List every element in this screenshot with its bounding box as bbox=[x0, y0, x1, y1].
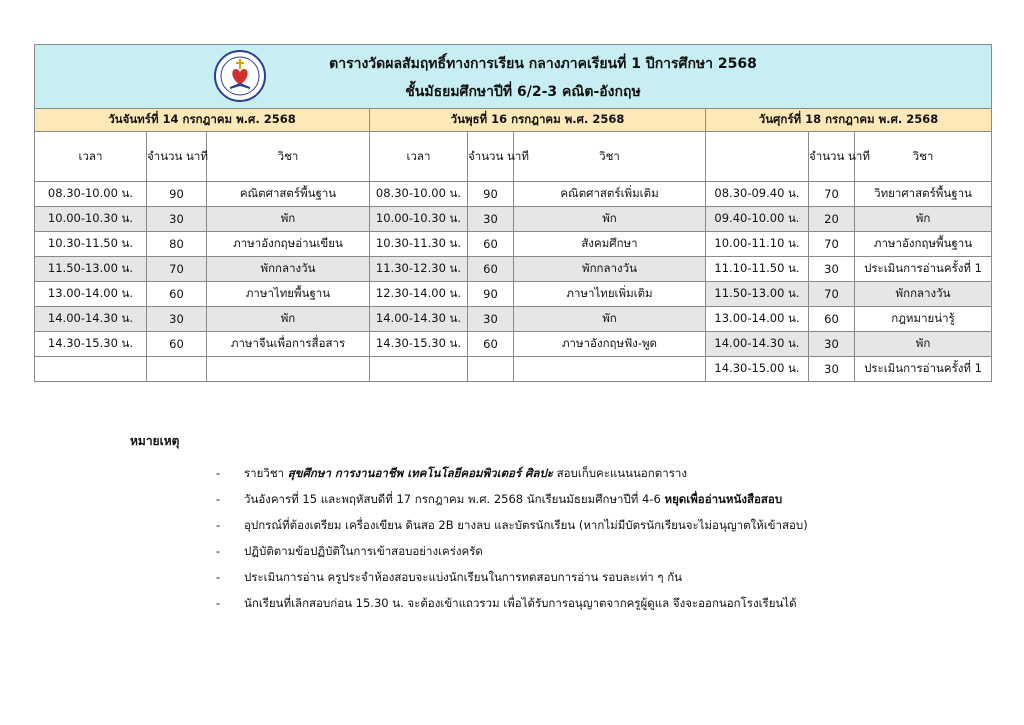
note-text: วันอังคารที่ 15 และพฤหัสบดีที่ 17 กรกฎาคม พ.ศ. 2568 นักเรียนมัธยมศึกษาปีที่ 4-6 bbox=[244, 492, 661, 506]
cell: 12.30-14.00 น. bbox=[370, 282, 468, 307]
table-row bbox=[35, 207, 992, 232]
cell: 13.00-14.00 น. bbox=[35, 282, 147, 307]
notes-title: หมายเหตุ bbox=[130, 434, 180, 448]
cell: 30 bbox=[147, 307, 207, 332]
title-line-2: ชั้นมัธยมศึกษาปีที่ 6/2-3 คณิต-อังกฤษ bbox=[405, 84, 641, 100]
cell: 10.00-11.10 น. bbox=[706, 232, 809, 257]
cell: 08.30-10.00 น. bbox=[370, 182, 468, 207]
cell: ภาษาอังกฤษฟัง-พูด bbox=[514, 332, 706, 357]
note-item bbox=[130, 538, 990, 564]
cell: 80 bbox=[147, 232, 207, 257]
title-banner bbox=[35, 45, 992, 109]
cell: พัก bbox=[514, 207, 706, 232]
note-item bbox=[130, 564, 990, 590]
note-text: อุปกรณ์ที่ต้องเตรียม เครื่องเขียน ดินสอ 2B ยางลบ และบัตรนักเรียน (หากไม่มีบัตรนักเรียนจะไม่อนุญาตให้เข้าสอบ) bbox=[244, 518, 808, 532]
cell: 10.30-11.50 น. bbox=[35, 232, 147, 257]
table-row bbox=[35, 232, 992, 257]
cell: ภาษาไทยพื้นฐาน bbox=[207, 282, 370, 307]
cell: พัก bbox=[514, 307, 706, 332]
note-text: ประเมินการอ่าน ครูประจำห้องสอบจะแบ่งนักเรียนในการทดสอบการอ่าน รอบละเท่า ๆ กัน bbox=[244, 570, 683, 584]
title-line-1: ตารางวัดผลสัมฤทธิ์ทางการเรียน กลางภาคเรียนที่ 1 ปีการศึกษา 2568 bbox=[329, 56, 757, 72]
cell: 70 bbox=[809, 232, 855, 257]
cell: สังคมศึกษา bbox=[514, 232, 706, 257]
cell: ประเมินการอ่านครั้งที่ 1 bbox=[855, 257, 992, 282]
cell: 30 bbox=[809, 357, 855, 382]
cell: 30 bbox=[809, 257, 855, 282]
cell: วิทยาศาสตร์พื้นฐาน bbox=[855, 182, 992, 207]
cell: 70 bbox=[147, 257, 207, 282]
cell: พักกลางวัน bbox=[207, 257, 370, 282]
notes-section bbox=[130, 432, 990, 616]
cell bbox=[35, 357, 147, 382]
bullet-dash: - bbox=[216, 466, 221, 480]
col-subject: วิชา bbox=[207, 132, 370, 182]
note-item bbox=[130, 512, 990, 538]
table-row bbox=[35, 257, 992, 282]
cell: 11.50-13.00 น. bbox=[706, 282, 809, 307]
day-header-monday: วันจันทร์ที่ 14 กรกฎาคม พ.ศ. 2568 bbox=[35, 109, 370, 132]
day-header-friday: วันศุกร์ที่ 18 กรกฎาคม พ.ศ. 2568 bbox=[706, 109, 992, 132]
cell: 30 bbox=[147, 207, 207, 232]
cell: 30 bbox=[468, 307, 514, 332]
bullet-dash: - bbox=[216, 518, 221, 532]
cell: 11.50-13.00 น. bbox=[35, 257, 147, 282]
bullet-dash: - bbox=[216, 492, 221, 506]
cell: 10.30-11.30 น. bbox=[370, 232, 468, 257]
cell bbox=[468, 357, 514, 382]
cell: 60 bbox=[468, 257, 514, 282]
cell: 70 bbox=[809, 282, 855, 307]
cell: 20 bbox=[809, 207, 855, 232]
cell: 08.30-10.00 น. bbox=[35, 182, 147, 207]
cell: 70 bbox=[809, 182, 855, 207]
cell: 10.00-10.30 น. bbox=[370, 207, 468, 232]
cell: 60 bbox=[147, 332, 207, 357]
bullet-dash: - bbox=[216, 596, 221, 610]
cell: พัก bbox=[855, 207, 992, 232]
cell: พักกลางวัน bbox=[514, 257, 706, 282]
cell: ภาษาจีนเพื่อการสื่อสาร bbox=[207, 332, 370, 357]
col-minutes: จำนวน นาที bbox=[147, 132, 207, 182]
cell: 14.00-14.30 น. bbox=[370, 307, 468, 332]
cell: 14.30-15.00 น. bbox=[706, 357, 809, 382]
col-time-blank bbox=[706, 132, 809, 182]
cell: พักกลางวัน bbox=[855, 282, 992, 307]
note-text: รายวิชา bbox=[244, 466, 285, 480]
cell: 14.30-15.30 น. bbox=[35, 332, 147, 357]
note-emphasis: หยุดเพื่ออ่านหนังสือสอบ bbox=[664, 492, 783, 506]
note-item bbox=[130, 590, 990, 616]
note-text: นักเรียนที่เลิกสอบก่อน 15.30 น. จะต้องเข้าแถวรวม เพื่อได้รับการอนุญาตจากครูผู้ดูแล จึงจะออกนอกโรงเรียนได้ bbox=[244, 596, 797, 610]
cell: ประเมินการอ่านครั้งที่ 1 bbox=[855, 357, 992, 382]
cell: 10.00-10.30 น. bbox=[35, 207, 147, 232]
note-text: ปฏิบัติตามข้อปฏิบัติในการเข้าสอบอย่างเคร่งครัด bbox=[244, 544, 483, 558]
cell: พัก bbox=[207, 207, 370, 232]
col-minutes: จำนวน นาที bbox=[468, 132, 514, 182]
table-row bbox=[35, 182, 992, 207]
cell: 14.00-14.30 น. bbox=[706, 332, 809, 357]
note-item bbox=[130, 486, 990, 512]
col-time: เวลา bbox=[35, 132, 147, 182]
cell: 13.00-14.00 น. bbox=[706, 307, 809, 332]
cell: 30 bbox=[809, 332, 855, 357]
table-row bbox=[35, 307, 992, 332]
cell: ภาษาอังกฤษอ่านเขียน bbox=[207, 232, 370, 257]
cell: กฎหมายน่ารู้ bbox=[855, 307, 992, 332]
bullet-dash: - bbox=[216, 570, 221, 584]
cell: 30 bbox=[468, 207, 514, 232]
col-minutes: จำนวน นาที bbox=[809, 132, 855, 182]
table-row bbox=[35, 357, 992, 382]
cell: 90 bbox=[147, 182, 207, 207]
cell: 60 bbox=[809, 307, 855, 332]
cell: 14.00-14.30 น. bbox=[35, 307, 147, 332]
cell bbox=[147, 357, 207, 382]
cell bbox=[514, 357, 706, 382]
cell bbox=[207, 357, 370, 382]
cell: 90 bbox=[468, 282, 514, 307]
col-subject: วิชา bbox=[855, 132, 992, 182]
cell: พัก bbox=[855, 332, 992, 357]
cell: 60 bbox=[468, 232, 514, 257]
cell: 60 bbox=[147, 282, 207, 307]
cell: 08.30-09.40 น. bbox=[706, 182, 809, 207]
cell bbox=[370, 357, 468, 382]
cell: 60 bbox=[468, 332, 514, 357]
cell: คณิตศาสตร์พื้นฐาน bbox=[207, 182, 370, 207]
cell: คณิตศาสตร์เพิ่มเติม bbox=[514, 182, 706, 207]
note-emphasis: สุขศึกษา การงานอาชีพ เทคโนโลยีคอมพิวเตอร์ ศิลปะ bbox=[287, 466, 553, 480]
cell: 09.40-10.00 น. bbox=[706, 207, 809, 232]
cell: 14.30-15.30 น. bbox=[370, 332, 468, 357]
day-header-wednesday: วันพุธที่ 16 กรกฎาคม พ.ศ. 2568 bbox=[370, 109, 706, 132]
col-subject: วิชา bbox=[514, 132, 706, 182]
note-item bbox=[130, 460, 990, 486]
note-text: สอบเก็บคะแนนนอกตาราง bbox=[556, 466, 687, 480]
table-row bbox=[35, 282, 992, 307]
bullet-dash: - bbox=[216, 544, 221, 558]
cell: ภาษาอังกฤษพื้นฐาน bbox=[855, 232, 992, 257]
exam-schedule-table bbox=[34, 44, 992, 382]
cell: ภาษาไทยเพิ่มเติม bbox=[514, 282, 706, 307]
cell: พัก bbox=[207, 307, 370, 332]
cell: 11.10-11.50 น. bbox=[706, 257, 809, 282]
cell: 11.30-12.30 น. bbox=[370, 257, 468, 282]
col-time: เวลา bbox=[370, 132, 468, 182]
table-row bbox=[35, 332, 992, 357]
cell: 90 bbox=[468, 182, 514, 207]
